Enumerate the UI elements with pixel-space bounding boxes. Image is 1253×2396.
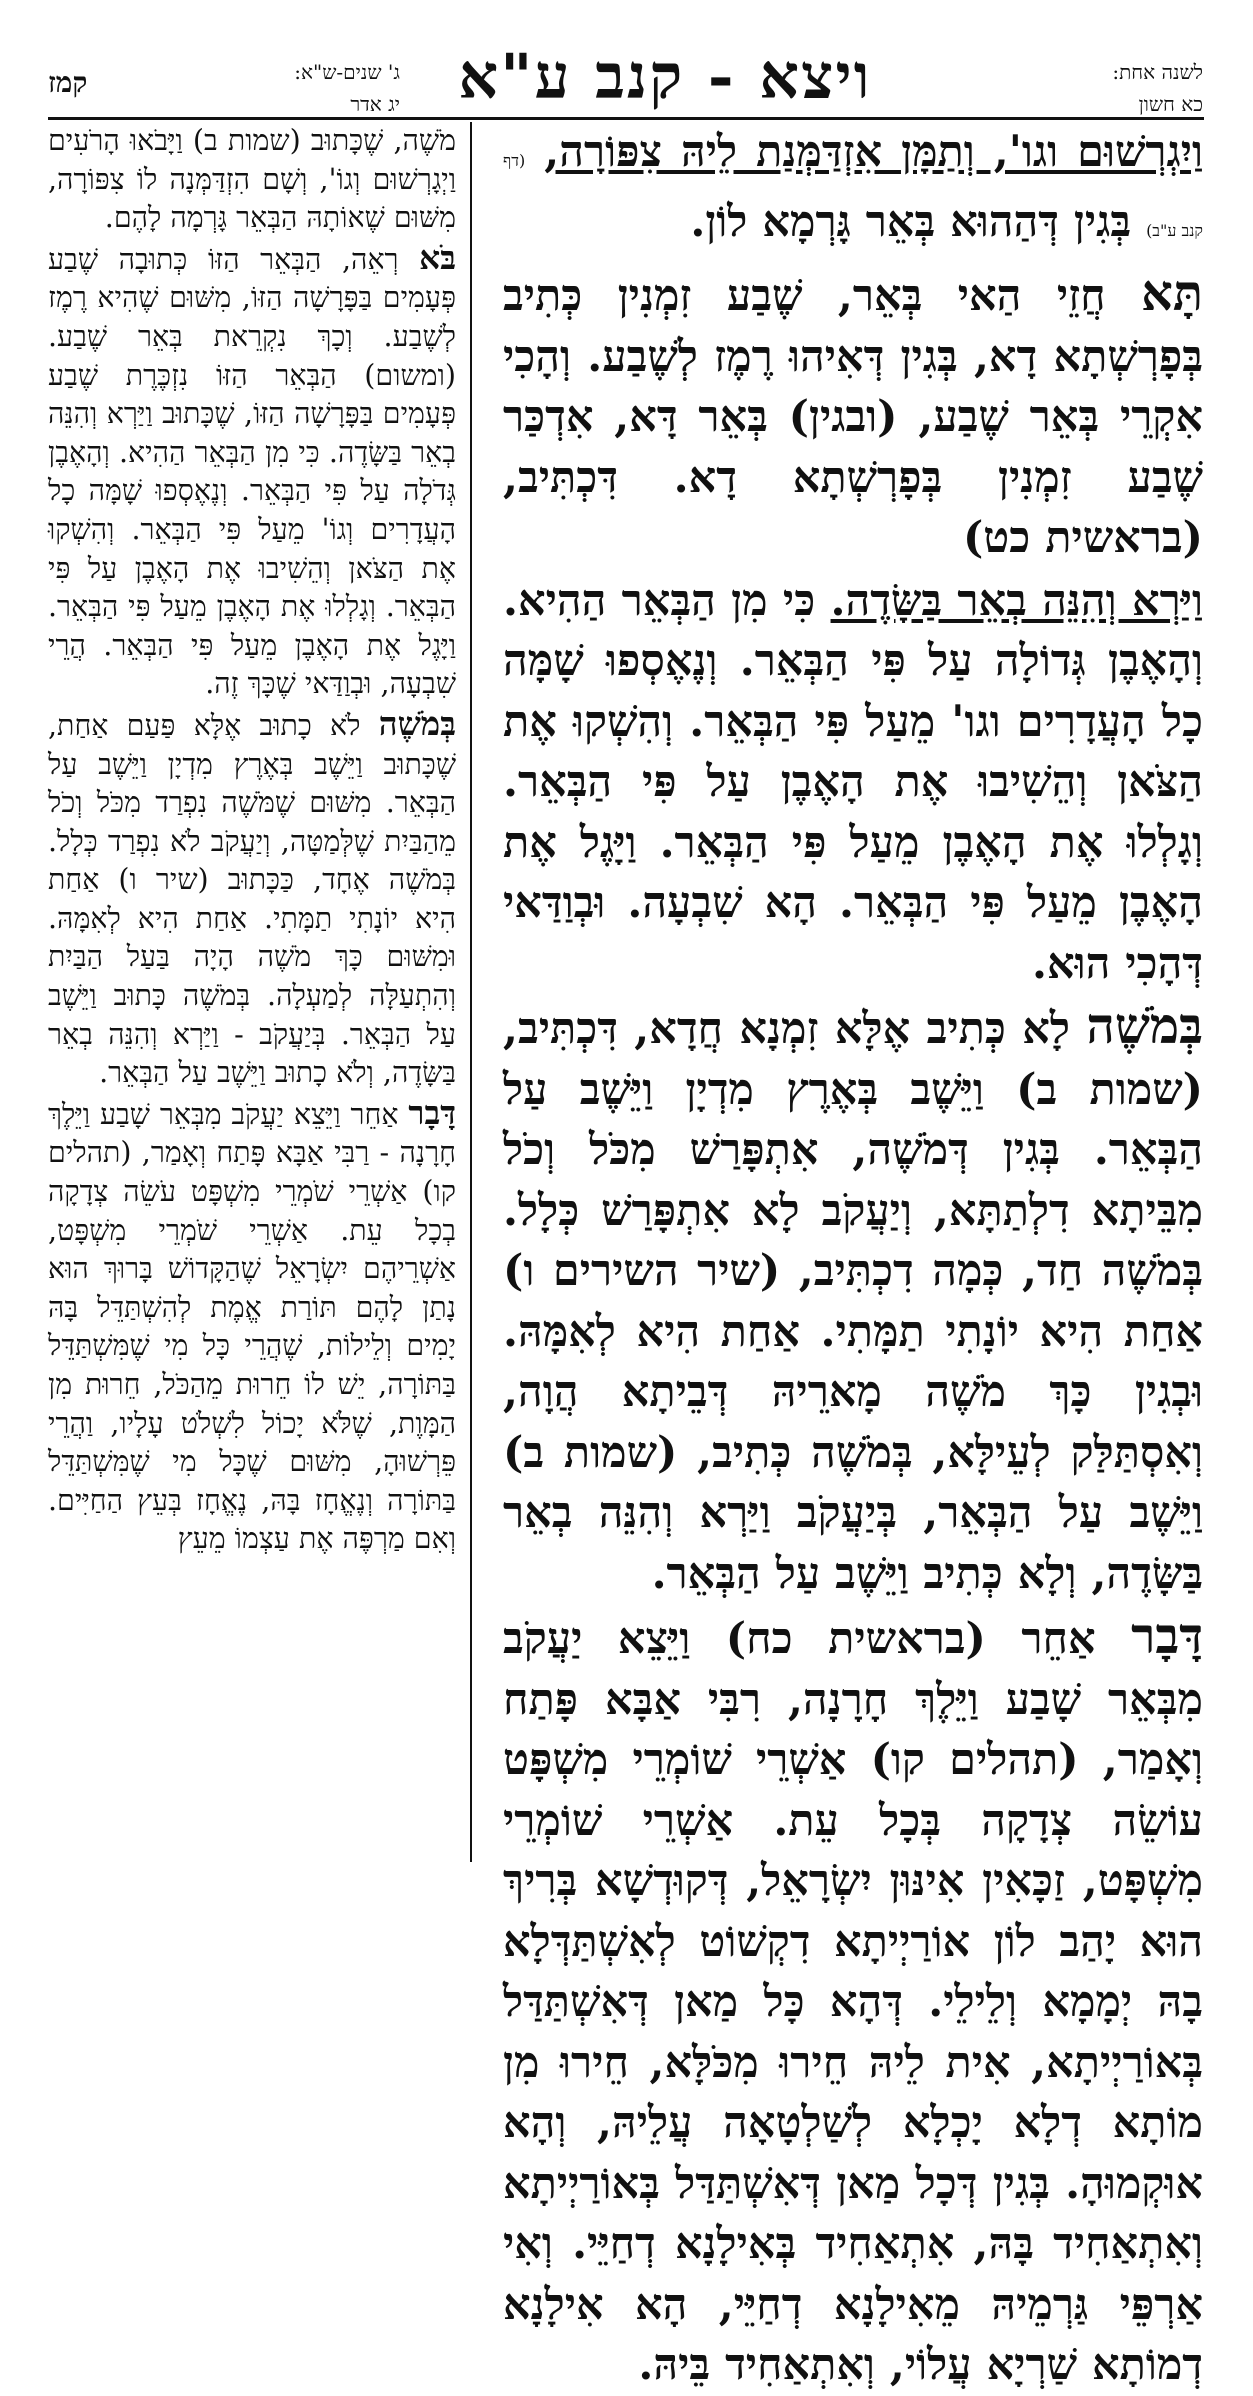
- main-paragraph: [503, 571, 1203, 995]
- aramaic-main-column: [503, 122, 1203, 2390]
- paragraph-text: חֲזֵי הַאי בְּאֵר, שֶׁבַע זִמְנִין כְּתִיב בְּפָרְשְׁתָא דָא, בְּגִין דְּאִיהוּ רֶמֶז לְשֶׁבַע. וְהָכִי אִקְרֵי בְּאֵר שֶׁבַע, (ובגין) בְּאֵר דָּא, אִדְכַּר שֶׁבַע זִמְנִין בְּפָרְשְׁתָא דָא. דִּכְתִּיב, (בראשית כט): [503, 271, 1203, 563]
- translation-paragraph: [48, 122, 456, 238]
- paragraph-opening-word: בְּמֹשֶׁה: [378, 703, 456, 743]
- paragraph-text: מֹשֶׁה, שֶׁכָּתוּב (שמות ב) וַיָּבֹאוּ הָרֹעִים וַיְגָרְשׁוּם וְגוֹ', וְשָׁם הִזְדַּמְּנָה לוֹ צִפּוֹרָה, מִשּׁוּם שֶׁאוֹתָהּ הַבְּאֵר גָּרְמָה לָהֶם.: [48, 124, 456, 235]
- study-date: כא חשון: [1138, 92, 1203, 116]
- source-reference: (דף קנב ע"ב): [503, 151, 1203, 240]
- daily-study-note: [1033, 56, 1203, 120]
- paragraph-opening-word: תָּא: [1141, 264, 1203, 322]
- paragraph-opening-word: דָּבָר: [1131, 1607, 1203, 1665]
- paragraph-text: רְאֵה, הַבְּאֵר הַזּוֹ כְּתוּבָה שֶׁבַע פְּעָמִים בַּפָּרָשָׁה הַזּוֹ, מִשּׁוּם שֶׁהִיא רֶמֶז לְשֶׁבַע. וְכָךְ נִקְרֵאת בְּאֵר שֶׁבַע. (ומשום) הַבְּאֵר הַזּוֹ נִזְכֶּרֶת שֶׁבַע פְּעָמִים בַּפָּרָשָׁה הַזּוֹ, שֶׁכָּתוּב וַיַּרְא וְהִנֵּה בְאֵר בַּשָּׂדֶה. כִּי מִן הַבְּאֵר הַהִיא. וְהָאֶבֶן גְּדֹלָה עַל פִּי הַבְּאֵר. וְנֶאֶסְפוּ שָׁמָּה כָל הָעֲדָרִים וְגוֹ' מֵעַל פִּי הַבְּאֵר. וְהִשְׁקוּ אֶת הַצֹּאן וְהֵשִׁיבוּ אֶת הָאֶבֶן עַל פִּי הַבְּאֵר. וְגָלְלוּ אֶת הָאֶבֶן מֵעַל פִּי הַבְּאֵר. וַיָּגֶל אֶת הָאֶבֶן מֵעַל פִּי הַבְּאֵר. הֲרֵי שִׁבְעָה, וּבְוַדַּאי שֶׁכָּךְ זֶה.: [48, 242, 456, 701]
- paragraph-opening-word: בֹּא: [419, 237, 456, 277]
- paragraph-text: כִּי מִן הַבְּאֵר הַהִיא. וְהָאֶבֶן גְּדוֹלָה עַל פִּי הַבְּאֵר. וְנֶאֶסְפוּ שָׁמָּה כָל הָעֲדָרִים וגו' מֵעַל פִּי הַבְּאֵר. וְהִשְׁקוּ אֶת הַצֹּאן וְהֵשִׁיבוּ אֶת הָאֶבֶן עַל פִּי הַבְּאֵר. וְגָלְלוּ אֶת הָאֶבֶן מֵעַל פִּי הַבְּאֵר. וַיָּגֶל אֶת הָאֶבֶן מֵעַל פִּי הַבְּאֵר. הָא שִׁבְעָה. וּבְוַדַּאי דְּהָכִי הוּא.: [503, 575, 1203, 989]
- paragraph-text: לֹא כָתוּב אֶלָּא פַּעַם אַחַת, שֶׁכָּתוּב וַיֵּשֶׁב בְּאֶרֶץ מִדְיָן וַיֵּשֶׁב עַל הַבְּאֵר. מִשּׁוּם שֶׁמֹּשֶׁה נִפְרַד מִכֹּל וְכֹל מֵהַבַּיִת שֶׁלְּמַטָּה, וְיַעֲקֹב לֹא נִפְרַד כְּלָל. בְּמֹשֶׁה אֶחָד, כַּכָּתוּב (שיר ו) אַחַת הִיא יוֹנָתִי תַמָּתִי. אַחַת הִיא לְאִמָּהּ. וּמִשּׁוּם כָּךְ מֹשֶׁה הָיָה בַּעַל הַבַּיִת וְהִתְעַלָּה לְמַעְלָה. בְּמֹשֶׁה כָּתוּב וַיֵּשֶׁב עַל הַבְּאֵר. בְּיַעֲקֹב - וַיַּרְא וְהִנֵּה בְאֵר בַּשָּׂדֶה, וְלֹא כָתוּב וַיֵּשֶׁב עַל הַבְּאֵר.: [48, 708, 456, 1090]
- cycle-label: ג' שנים-ש"א:: [294, 60, 400, 84]
- paragraph-text: אַחֵר (בראשית כח) וַיֵּצֵא יַעֲקֹב מִבְּאֵר שָׁבַע וַיֵּלֶךְ חָרָנָה, רִבִּי אַבָּא פָּתַח וְאָמַר, (תהלים קו) אַשְׁרֵי שׁוֹמְרֵי מִשְׁפָּט עוֹשֵׂה צְדָקָה בְּכָל עֵת. אַשְׁרֵי שׁוֹמְרֵי מִשְׁפָּט, זַכָּאִין אִינּוּן יִשְׂרָאֵל, דְּקוּדְשָׁא בְּרִיךְ הוּא יָהַב לוֹן אוֹרַיְיתָא דִקְשׁוֹט לְאִשְׁתַּדְּלָא בָהּ יְמָמָא וְלֵילֵי. דְּהָא כָּל מַאן דְּאִשְׁתַּדַּל בְּאוֹרַיְיתָא, אִית לֵיהּ חֵירוּ מִכֹּלָּא, חֵירוּ מִן מוֹתָא דְלָא יָכְלָא לְשַׁלְטָאָה עֲלֵיהּ, וְהָא אוּקְמוּהָ. בְּגִין דְּכָל מַאן דְּאִשְׁתַּדַּל בְּאוֹרַיְיתָא וְאִתְאַחִיד בָּהּ, אִתְאַחִיד בְּאִילָנָא דְחַיֵּי. וְאִי אַרְפֵּי גַּרְמֵיהּ מֵאִילָנָא דְחַיֵּי, הָא אִילָנָא דְמוֹתָא שַׁרְיָא עֲלוֹי, וְאִתְאַחִיד בֵּיהּ.: [503, 1614, 1203, 2390]
- page-title: ויצא - קנב ע"א: [458, 40, 872, 113]
- paragraph-text: בְּגִין דְּהַהוּא בְּאֵר גָּרְמָא לוֹן.: [690, 196, 1132, 247]
- three-year-cycle-note: [130, 56, 400, 120]
- paragraph-opening-word: בְּמֹשֶׁה: [1086, 997, 1203, 1055]
- paragraph-text: אַחֵר וַיֵּצֵא יַעֲקֹב מִבְּאֵר שָׁבַע וַיֵּלֶךְ חָרָנָה - רַבִּי אַבָּא פָּתַח וְאָמַר, (תהלים קו) אַשְׁרֵי שֹׁמְרֵי מִשְׁפָּט עֹשֵׂה צְדָקָה בְכָל עֵת. אַשְׁרֵי שֹׁמְרֵי מִשְׁפָּט, אַשְׁרֵיהֶם יִשְׂרָאֵל שֶׁהַקָּדוֹשׁ בָּרוּךְ הוּא נָתַן לָהֶם תּוֹרַת אֱמֶת לְהִשְׁתַּדֵּל בָּהּ יָמִים וְלֵילוֹת, שֶׁהֲרֵי כָּל מִי שֶׁמִּשְׁתַּדֵּל בַּתּוֹרָה, יֵשׁ לוֹ חֵרוּת מֵהַכֹּל, חֵרוּת מִן הַמָּוֶת, שֶׁלֹּא יָכוֹל לִשְׁלֹט עָלָיו, וַהֲרֵי פֵּרְשׁוּהָ, מִשּׁוּם שֶׁכָּל מִי שֶׁמִּשְׁתַּדֵּל בַּתּוֹרָה וְנֶאֱחָז בָּהּ, נֶאֱחָז בְּעֵץ הַחַיִּים. וְאִם מַרְפֶּה אֶת עַצְמוֹ מֵעֵץ: [48, 1097, 456, 1556]
- translation-paragraph: [48, 705, 456, 1093]
- verse-quote: וַיַּרְא וְהִנֵּה בְאֵר בַּשָּׂדֶה.: [830, 575, 1203, 626]
- main-paragraph: [503, 996, 1203, 1604]
- hebrew-translation-column: [48, 122, 456, 1862]
- column-divider: [470, 122, 472, 1862]
- paragraph-opening-word: דָּבָר: [408, 1092, 456, 1132]
- main-paragraph: [503, 122, 1203, 261]
- page-number: קמז: [48, 66, 88, 99]
- cycle-date: יג אדר: [350, 92, 400, 116]
- main-paragraph: [503, 263, 1203, 569]
- verse-quote: וַיִגְרְשׁוּם וגו', וְתַמָּן אִזְדַּמְּנַת לֵיהּ צִפּוֹרָה,: [544, 127, 1203, 177]
- study-cycle-label: לשנה אחת:: [1112, 60, 1203, 84]
- header-divider: [48, 117, 1204, 120]
- translation-paragraph: [48, 1094, 456, 1559]
- paragraph-text: לָא כְּתִיב אֶלָּא זִמְנָא חֲדָא, דִּכְתִּיב, (שמות ב) וַיֵּשֶׁב בְּאֶרֶץ מִדְיָן וַיֵּשֶׁב עַל הַבְּאֵר. בְּגִין דְּמֹשֶׁה, אִתְפָּרַשׁ מִכֹּל וְכֹל מִבֵּיתָא דִלְתַתָּא, וְיַעֲקֹב לָא אִתְפָּרַשׁ כְּלָל. בְּמֹשֶׁה חַד, כְּמָה דִכְתִּיב, (שיר השירים ו) אַחַת הִיא יוֹנָתִי תַמָּתִי. אַחַת הִיא לְאִמָּהּ. וּבְגִין כָּךְ מֹשֶׁה מָארֵיהּ דְּבֵיתָא הֲוָה, וְאִסְתַּלַּק לְעֵילָּא, בְּמֹשֶׁה כְּתִיב, (שמות ב) וַיֵּשֶׁב עַל הַבְּאֵר, בְּיַעֲקֹב וַיַּרְא וְהִנֵּה בְאֵר בַּשָּׂדֶה, וְלָא כְּתִיב וַיֵּשֶׁב עַל הַבְּאֵר.: [503, 1004, 1203, 1599]
- translation-paragraph: [48, 239, 456, 704]
- main-paragraph: [503, 1606, 1203, 2396]
